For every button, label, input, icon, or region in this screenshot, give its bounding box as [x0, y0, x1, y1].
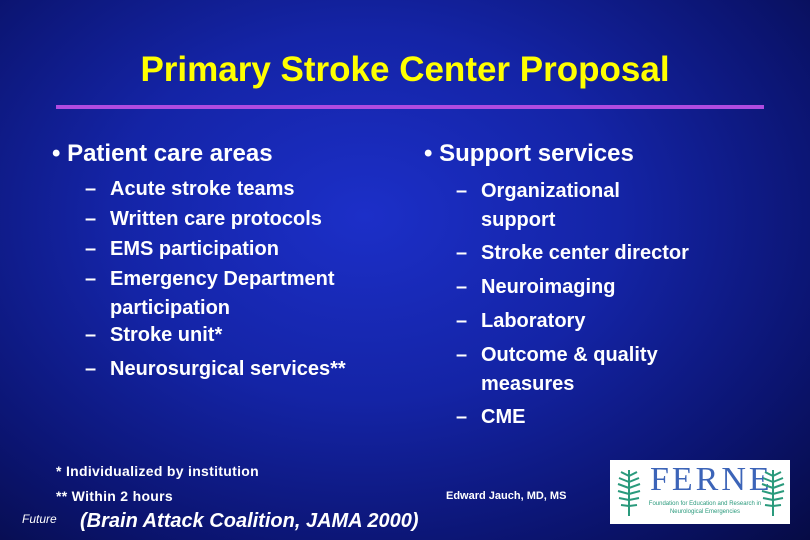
left-column-heading: • Patient care areas	[52, 140, 273, 167]
title-divider	[56, 105, 764, 109]
future-label: Future	[22, 512, 57, 526]
list-item: – Neuroimaging	[456, 276, 616, 298]
list-item: – Stroke center director	[456, 242, 689, 264]
list-item: – EMS participation	[85, 238, 279, 260]
list-item: – Emergency Department participation	[85, 268, 335, 319]
list-item: – CME	[456, 406, 526, 428]
list-item: – Written care protocols	[85, 208, 322, 230]
footnote-within-hours: ** Within 2 hours	[56, 488, 173, 504]
ferne-logo	[610, 460, 790, 524]
patient-care-list	[85, 174, 410, 384]
list-item: – Stroke unit*	[85, 324, 223, 346]
citation: (Brain Attack Coalition, JAMA 2000)	[80, 510, 419, 532]
right-column-heading: • Support services	[424, 140, 634, 167]
list-item: – Outcome & quality measures	[456, 344, 658, 395]
author-credit: Edward Jauch, MD, MS	[446, 490, 567, 502]
list-item: – Neurosurgical services**	[85, 358, 346, 380]
fern-left-icon	[616, 466, 642, 518]
footnote-individualized: * Individualized by institution	[56, 463, 259, 479]
fern-right-icon	[760, 466, 786, 518]
support-services-list	[456, 176, 771, 432]
logo-wordmark: FERNE	[650, 461, 773, 498]
logo-tagline: Foundation for Education and Research in Neurological Emergencies	[648, 501, 762, 515]
list-item: – Laboratory	[456, 310, 586, 332]
list-item: – Organizational support	[456, 180, 620, 231]
list-item: – Acute stroke teams	[85, 178, 295, 200]
slide-title: Primary Stroke Center Proposal	[140, 50, 670, 89]
